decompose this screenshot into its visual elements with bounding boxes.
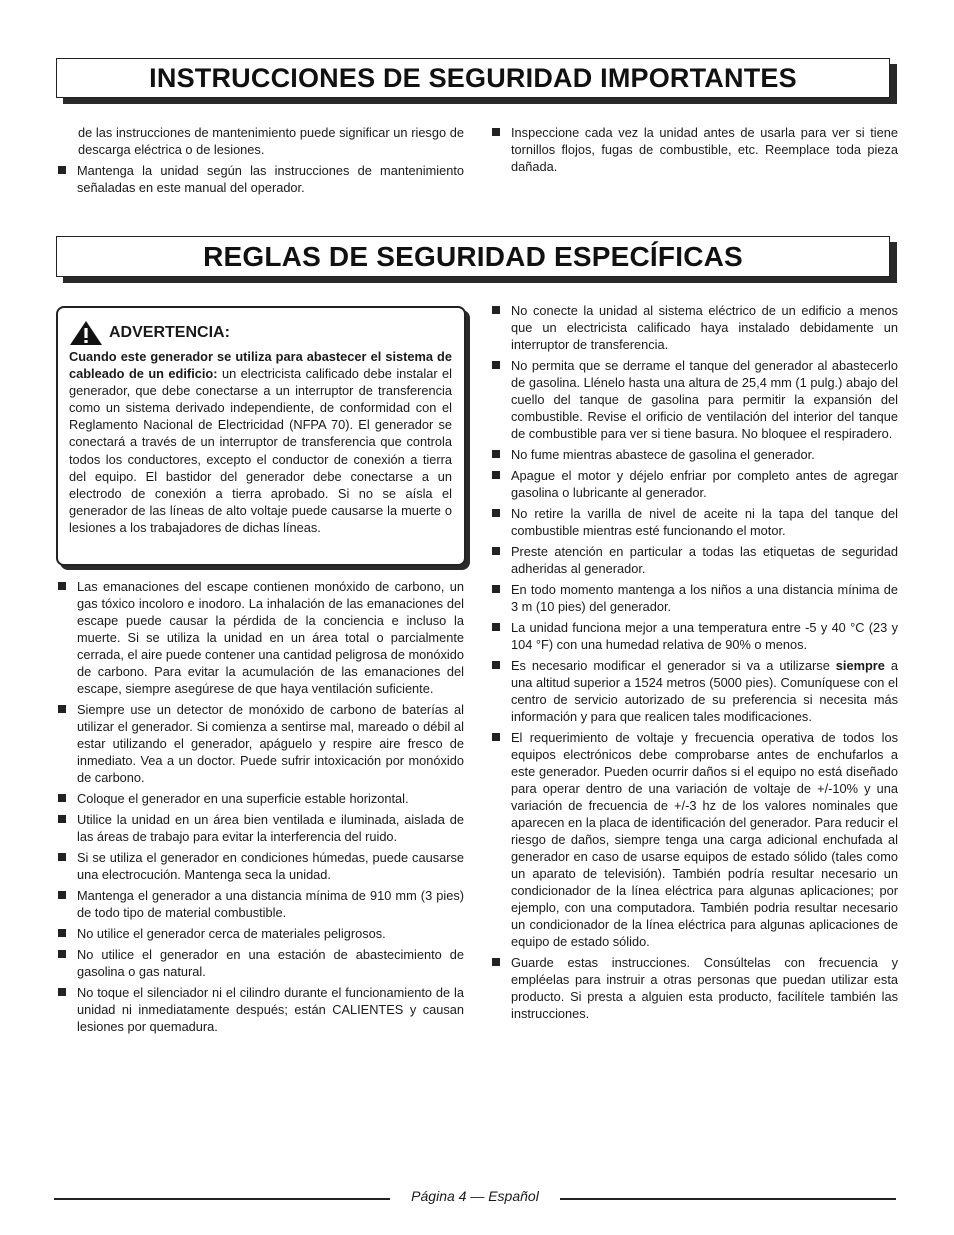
continuation-paragraph: de las instrucciones de mantenimiento puede significar un riesgo de descarga eléctrica o de lesiones. <box>78 125 464 157</box>
page-number-label: Página 4 — Español <box>411 1188 539 1204</box>
altitude-text-bold: siempre <box>835 658 885 673</box>
warning-body: un electricista calificado debe instalar el generador, que debe conectarse a un interruptor de transferencia como un sistema derivado independiente, de conformidad con el Reglamento Nacional de Electricidad (NFPA 70). El generador se conectará a través de un interruptor de transferencia que controla todos los conductores, excepto el conductor de conexión a tierra del equipo. El bastidor del generador debe conectarse a un electrodo de conexión a tierra aprobado. Si no se aísla el generador de las líneas de alto voltaje puede causarse la muerte o lesiones a los trabajadores de dichas líneas. <box>69 366 453 535</box>
list-item: Preste atención en particular a todas las etiquetas de seguridad adheridas al generador. <box>490 543 898 577</box>
warning-box <box>56 306 466 566</box>
bullet-list <box>56 578 464 1035</box>
warning-title: ADVERTENCIA: <box>109 324 230 342</box>
list-item: El requerimiento de voltaje y frecuencia operativa de todos los equipos electrónicos debe comprobarse antes de enchufarlos a este generador. Pueden ocurrir daños si el equipo no está diseñado para operar dentro de una variación de voltaje de +/-10% y una variación de frecuencia de +/-3 hz de los valores nominales que aparecen en la placa de identificación del generador. Para reducir el riesgo de daños, siempre tenga una carga adicional enchufada al generador en caso de usarse equipos de estado sólido (tales como un aparato de televisión). También podría resultar necesario un condicionador de la línea eléctrica para algunas aplicaciones; por ejemplo, con una computadora. También podria resultar necesario un condicionador de la línea eléctrica para algunas aplicaciones de equipo de estado sólido. <box>490 729 898 950</box>
warning-header <box>69 320 452 346</box>
list-item: Las emanaciones del escape contienen monóxido de carbono, un gas tóxico incoloro e inodoro. La inhalación de las emanaciones del escape puede causar la pérdida de la conciencia e incluso la muerte. Si se utiliza la unidad en un área total o parcialmente cerrada, el aire puede contener una cantidad peligrosa de monóxido de carbono. Para evitar la acumulación de las emanaciones del escape, siempre asegúrese de que haya ventilación suficiente. <box>56 578 464 697</box>
section-header-banner <box>56 58 890 98</box>
footer-rule-left <box>54 1198 390 1200</box>
list-item <box>490 657 898 725</box>
list-item: Siempre use un detector de monóxido de carbono de baterías al utilizar el generador. Si comienza a sentirse mal, mareado o débil al estar utilizando el generador, apáguelo y respire aire fresco de inmediato. Vea a un doctor. Puede sufrir intoxicación por monóxido de carbono. <box>56 701 464 786</box>
list-item: No permita que se derrame el tanque del generador al abastecerlo de gasolina. Llénelo hasta una altura de 25,4 mm (1 pulg.) abajo del cuello del tanque de gasolina para permitir la expansión del combustible. Revise el orificio de ventilación del interior del tanque de combustible para ver si tiene basura. No bloquee el respiradero. <box>490 357 898 442</box>
bullet-list <box>56 162 464 196</box>
list-item: No utilice el generador en una estación de abastecimiento de gasolina o gas natural. <box>56 946 464 980</box>
top-left-column <box>56 124 464 200</box>
right-column <box>490 302 898 1026</box>
list-item: Mantenga la unidad según las instrucciones de mantenimiento señaladas en este manual del operador. <box>56 162 464 196</box>
list-item: La unidad funciona mejor a una temperatura entre -5 y 40 °C (23 y 104 °F) con una humedad relativa de 90% o menos. <box>490 619 898 653</box>
list-item: Inspeccione cada vez la unidad antes de usarla para ver si tiene tornillos flojos, fugas de combustible, etc. Reemplace toda pieza dañada. <box>490 124 898 175</box>
list-item: No toque el silenciador ni el cilindro durante el funcionamiento de la unidad ni inmediatamente después; están CALIENTES y causan lesiones por quemadura. <box>56 984 464 1035</box>
bullet-list <box>490 124 898 175</box>
altitude-text-after: a una altitud superior a 1524 metros (5000 pies). Comuníquese con el centro de servicio autorizado de su preferencia si necesita más información y para que realicen tales modificaciones. <box>511 658 898 724</box>
list-item: No conecte la unidad al sistema eléctrico de un edificio a menos que un electricista calificado haya instalado debidamente un interruptor de transferencia. <box>490 302 898 353</box>
warning-triangle-icon <box>69 320 103 346</box>
page-title: INSTRUCCIONES DE SEGURIDAD IMPORTANTES <box>149 62 797 93</box>
list-item: Utilice la unidad en un área bien ventilada e iluminada, aislada de las áreas de trabajo para evitar la interferencia del ruido. <box>56 811 464 845</box>
list-item: Si se utiliza el generador en condiciones húmedas, puede causarse una electrocución. Mantenga seca la unidad. <box>56 849 464 883</box>
altitude-text-before: Es necesario modificar el generador si va a utilizarse <box>511 658 836 673</box>
left-column <box>56 578 464 1039</box>
warning-text <box>69 348 452 536</box>
page-footer <box>0 1186 954 1206</box>
list-item: Mantenga el generador a una distancia mínima de 910 mm (3 pies) de todo tipo de material combustible. <box>56 887 464 921</box>
list-item: No utilice el generador cerca de materiales peligrosos. <box>56 925 464 942</box>
bullet-list <box>490 302 898 1022</box>
warning-lead: Cuando este generador se utiliza para abastecer el sistema de cableado de un edificio: <box>69 349 452 382</box>
section-header-banner <box>56 236 890 277</box>
top-right-column <box>490 124 898 179</box>
list-item: En todo momento mantenga a los niños a una distancia mínima de 3 m (10 pies) del generador. <box>490 581 898 615</box>
list-item: Guarde estas instrucciones. Consúltelas con frecuencia y empléelas para instruir a otras personas que puedan utilizar esta producto. Si presta a alguien esta producto, facilítele también las instrucciones. <box>490 954 898 1022</box>
list-item: No fume mientras abastece de gasolina el generador. <box>490 446 898 463</box>
list-item: Coloque el generador en una superficie estable horizontal. <box>56 790 464 807</box>
list-item: Apague el motor y déjelo enfriar por completo antes de agregar gasolina o lubricante al generador. <box>490 467 898 501</box>
footer-rule-right <box>560 1198 896 1200</box>
list-item: No retire la varilla de nivel de aceite ni la tapa del tanque del combustible mientras esté funcionando el motor. <box>490 505 898 539</box>
section-title: REGLAS DE SEGURIDAD ESPECÍFICAS <box>203 240 743 272</box>
